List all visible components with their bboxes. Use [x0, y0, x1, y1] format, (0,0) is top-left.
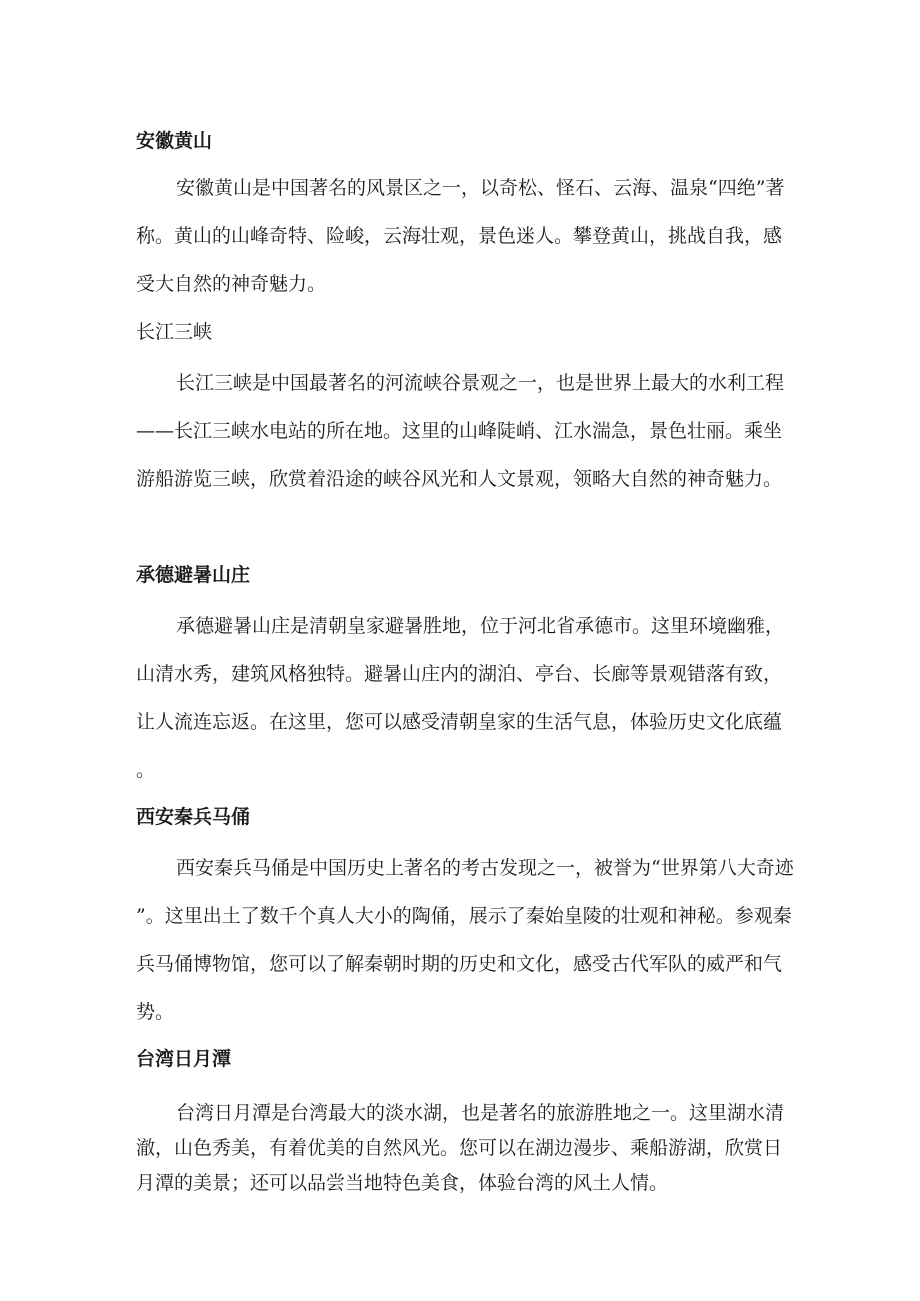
section-title-terracotta-army: 西安秦兵马俑 [136, 806, 251, 828]
section-body-terracotta-army: 西安秦兵马俑是中国历史上著名的考古发现之一，被誉为“世界第八大奇迹”。这里出土了数千个真人大小的陶俑，展示了秦始皇陵的壮观和神秘。参观秦兵马俑博物馆，您可以了解秦朝时期的历史和文化，感受古代军队的威严和气势。 [136, 857, 794, 1023]
section-title-chengde-resort: 承德避暑山庄 [136, 564, 251, 586]
section-title-huangshan: 安徽黄山 [136, 130, 213, 152]
section-body-chengde-resort: 承德避暑山庄是清朝皇家避暑胜地，位于河北省承德市。这里环境幽雅，山清水秀，建筑风格独特。避暑山庄内的湖泊、亭台、长廊等景观错落有致，让人流连忘返。在这里，您可以感受清朝皇家的生活气息，体验历史文化底蕴。 [136, 615, 785, 781]
section-body-three-gorges: 长江三峡是中国最著名的河流峡谷景观之一，也是世界上最大的水利工程——长江三峡水电站的所在地。这里的山峰陡峭、江水湍急，景色壮丽。乘坐游船游览三峡，欣赏着沿途的峡谷风光和人文景观，领略大自然的神奇魅力。 [136, 372, 785, 490]
section-title-sun-moon-lake: 台湾日月潭 [136, 1048, 232, 1070]
section-body-sun-moon-lake: 台湾日月潭是台湾最大的淡水湖，也是著名的旅游胜地之一。这里湖水清澈，山色秀美，有着优美的自然风光。您可以在湖边漫步、乘船游湖，欣赏日月潭的美景；还可以品尝当地特色美食，体验台湾的风土人情。 [136, 1102, 785, 1194]
section-body-huangshan: 安徽黄山是中国著名的风景区之一，以奇松、怪石、云海、温泉“四绝”著称。黄山的山峰奇特、险峻，云海壮观，景色迷人。攀登黄山，挑战自我，感受大自然的神奇魅力。 [136, 177, 785, 295]
section-title-three-gorges: 长江三峡 [136, 321, 213, 343]
